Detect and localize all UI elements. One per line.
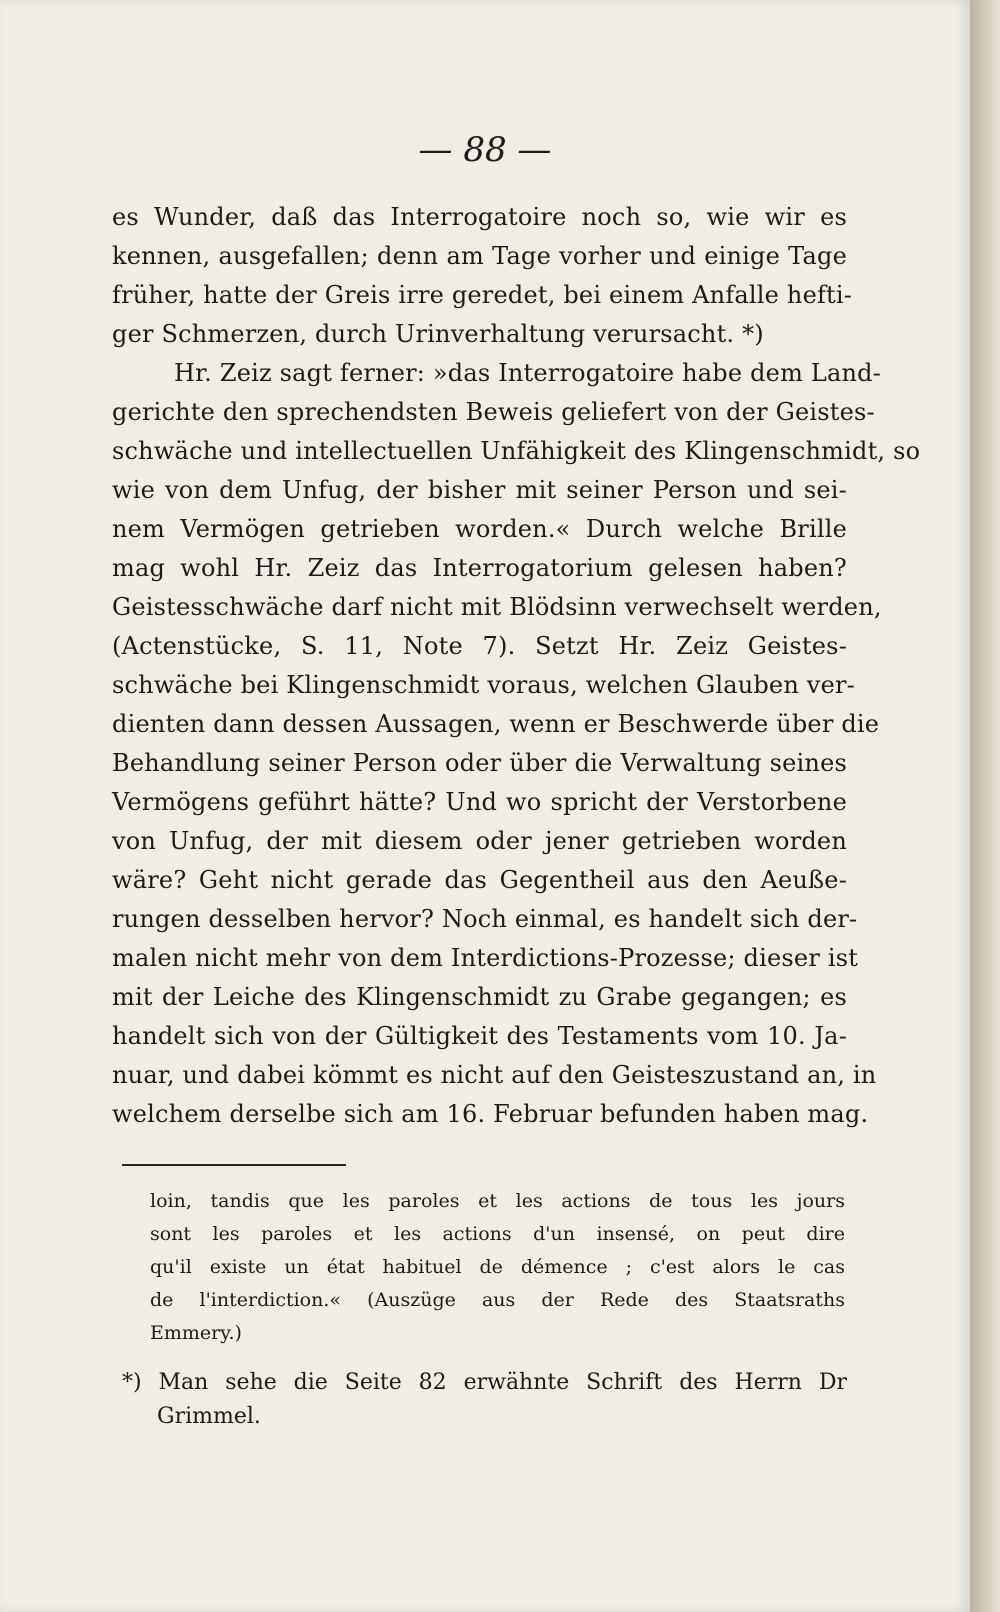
- main-text: [112, 198, 921, 1134]
- footnote-rule: [122, 1164, 346, 1166]
- page-number: — 88 —: [418, 130, 552, 170]
- text-line: Vermögens geführt hätte? Und wo spricht der Verstorbene: [112, 788, 847, 816]
- book-gutter: [970, 0, 1000, 1612]
- footnote-marker: *): [122, 1370, 142, 1395]
- text-line: kennen, ausgefallen; denn am Tage vorher und einige Tage: [112, 242, 847, 270]
- text-line: malen nicht mehr von dem Interdictions-Prozesse; dieser ist: [112, 944, 859, 972]
- text-line: handelt sich von der Gültigkeit des Testaments vom 10. Ja-: [112, 1022, 847, 1050]
- text-line: wäre? Geht nicht gerade das Gegentheil aus den Aeuße-: [112, 866, 847, 894]
- text-line: nem Vermögen getrieben worden.« Durch welche Brille: [112, 515, 847, 543]
- text-line: wie von dem Unfug, der bisher mit seiner Person und sei-: [112, 476, 847, 504]
- text-line: rungen desselben hervor? Noch einmal, es handelt sich der-: [112, 905, 858, 933]
- footnote-line: loin, tandis que les paroles et les actions de tous les jours: [150, 1190, 845, 1212]
- paragraph-start-line: Hr. Zeiz sagt ferner: »das Interrogatoire habe dem Land-: [174, 359, 882, 387]
- footnote-line: [122, 1366, 847, 1400]
- text-line: von Unfug, der mit diesem oder jener getrieben worden: [112, 827, 847, 855]
- footnote: [122, 1366, 847, 1434]
- text-line: (Actenstücke, S. 11, Note 7). Setzt Hr. Zeiz Geistes-: [112, 632, 847, 660]
- text-line: nuar, und dabei kömmt es nicht auf den Geisteszustand an, in: [112, 1061, 877, 1089]
- footnote-line: sont les paroles et les actions d'un insensé, on peut dire: [150, 1223, 845, 1245]
- footnote-text: Man sehe die Seite 82 erwähnte Schrift des Herrn Dr: [158, 1370, 848, 1395]
- footnote-line: Grimmel.: [157, 1404, 261, 1429]
- continued-footnote: [150, 1185, 845, 1350]
- text-line: schwäche bei Klingenschmidt voraus, welchen Glauben ver-: [112, 671, 855, 699]
- text-line: Geistesschwäche darf nicht mit Blödsinn verwechselt werden,: [112, 593, 882, 621]
- text-line: mit der Leiche des Klingenschmidt zu Grabe gegangen; es: [112, 983, 847, 1011]
- text-line: schwäche und intellectuellen Unfähigkeit des Klingenschmidt, so: [112, 437, 921, 465]
- text-line: gerichte den sprechendsten Beweis geliefert von der Geistes-: [112, 398, 875, 426]
- text-line: Behandlung seiner Person oder über die Verwaltung seines: [112, 749, 847, 777]
- text-line: welchem derselbe sich am 16. Februar befunden haben mag.: [112, 1100, 869, 1128]
- text-line: mag wohl Hr. Zeiz das Interrogatorium gelesen haben?: [112, 554, 847, 582]
- footnote-line: qu'il existe un état habituel de démence ; c'est alors le cas: [150, 1256, 845, 1278]
- footnote-line: de l'interdiction.« (Auszüge aus der Rede des Staatsraths: [150, 1289, 845, 1311]
- footnote-line: Emmery.): [150, 1322, 242, 1344]
- text-line: es Wunder, daß das Interrogatoire noch so, wie wir es: [112, 203, 847, 231]
- text-line: ger Schmerzen, durch Urinverhaltung verursacht. *): [112, 320, 764, 348]
- text-line: dienten dann dessen Aussagen, wenn er Beschwerde über die: [112, 710, 880, 738]
- text-line: früher, hatte der Greis irre geredet, bei einem Anfalle hefti-: [112, 281, 853, 309]
